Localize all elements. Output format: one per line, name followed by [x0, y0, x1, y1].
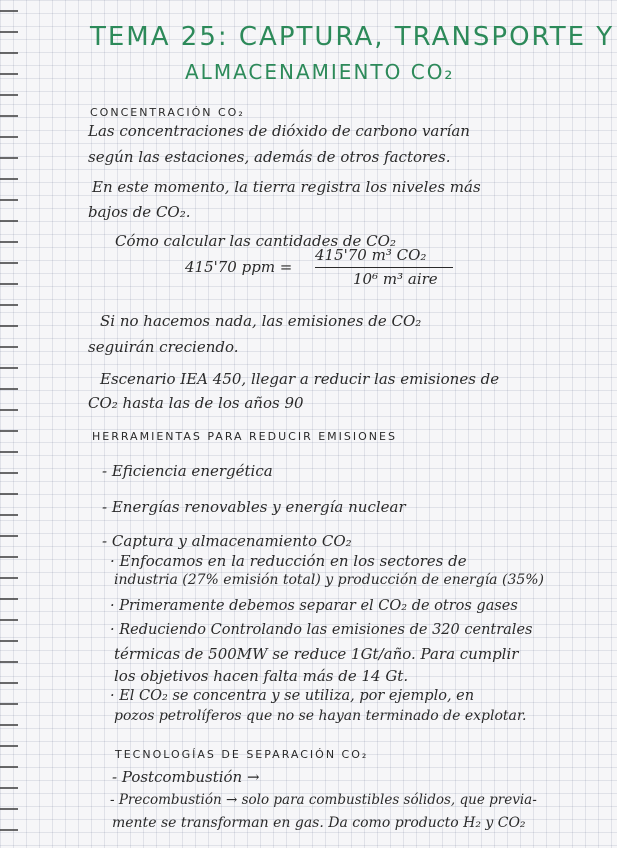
text-line: Las concentraciones de dióxido de carbono varían — [88, 122, 470, 140]
heading-herramientas: HERRAMIENTAS PARA REDUCIR EMISIONES — [92, 430, 397, 443]
list-item: - Energías renovables y energía nuclear — [102, 498, 406, 516]
formula-lhs: 415'70 ppm = — [185, 258, 293, 276]
fraction-bar — [315, 267, 453, 268]
text-line: los objetivos hacen falta más de 14 Gt. — [114, 667, 409, 685]
list-item: · El CO₂ se concentra y se utiliza, por ejemplo, en — [110, 688, 475, 704]
list-item: - Precombustión → solo para combustibles sólidos, que previa- — [110, 792, 537, 808]
text-line: mente se transforman en gas. Da como producto H₂ y CO₂ — [112, 815, 526, 831]
heading-concentracion: CONCENTRACIÓN CO₂ — [90, 106, 245, 119]
text-line: Escenario IEA 450, llegar a reducir las emisiones de — [100, 370, 500, 388]
text-line: pozos petrolíferos que no se hayan terminado de explotar. — [114, 708, 527, 724]
title-line-1: TEMA 25: CAPTURA, TRANSPORTE Y — [90, 22, 615, 52]
text-line: seguirán creciendo. — [88, 338, 239, 356]
text-line: térmicas de 500MW se reduce 1Gt/año. Para cumplir — [114, 645, 519, 663]
heading-tecnologias: TECNOLOGÍAS DE SEPARACIÓN CO₂ — [115, 748, 369, 761]
list-item: - Eficiencia energética — [102, 462, 273, 480]
text-line: Si no hacemos nada, las emisiones de CO₂ — [100, 312, 422, 330]
text-line: Cómo calcular las cantidades de CO₂ — [115, 232, 396, 250]
list-item: · Primeramente debemos separar el CO₂ de otros gases — [110, 598, 518, 614]
text-line: bajos de CO₂. — [88, 203, 191, 221]
text-line: En este momento, la tierra registra los niveles más — [92, 178, 481, 196]
title-line-2: ALMACENAMIENTO CO₂ — [185, 60, 455, 84]
formula-numerator: 415'70 m³ CO₂ — [315, 246, 427, 264]
list-item: - Captura y almacenamiento CO₂ — [102, 532, 352, 550]
text-line: según las estaciones, además de otros factores. — [88, 148, 451, 166]
text-line: industria (27% emisión total) y producción de energía (35%) — [114, 572, 545, 588]
text-line: CO₂ hasta las de los años 90 — [88, 394, 304, 412]
list-item: - Postcombustión → — [112, 768, 260, 786]
formula-denominator: 10⁶ m³ aire — [353, 270, 438, 288]
list-item: · Enfocamos en la reducción en los sectores de — [110, 552, 467, 570]
spiral-binding — [0, 0, 18, 848]
list-item: · Reduciendo Controlando las emisiones de 320 centrales — [110, 622, 533, 638]
